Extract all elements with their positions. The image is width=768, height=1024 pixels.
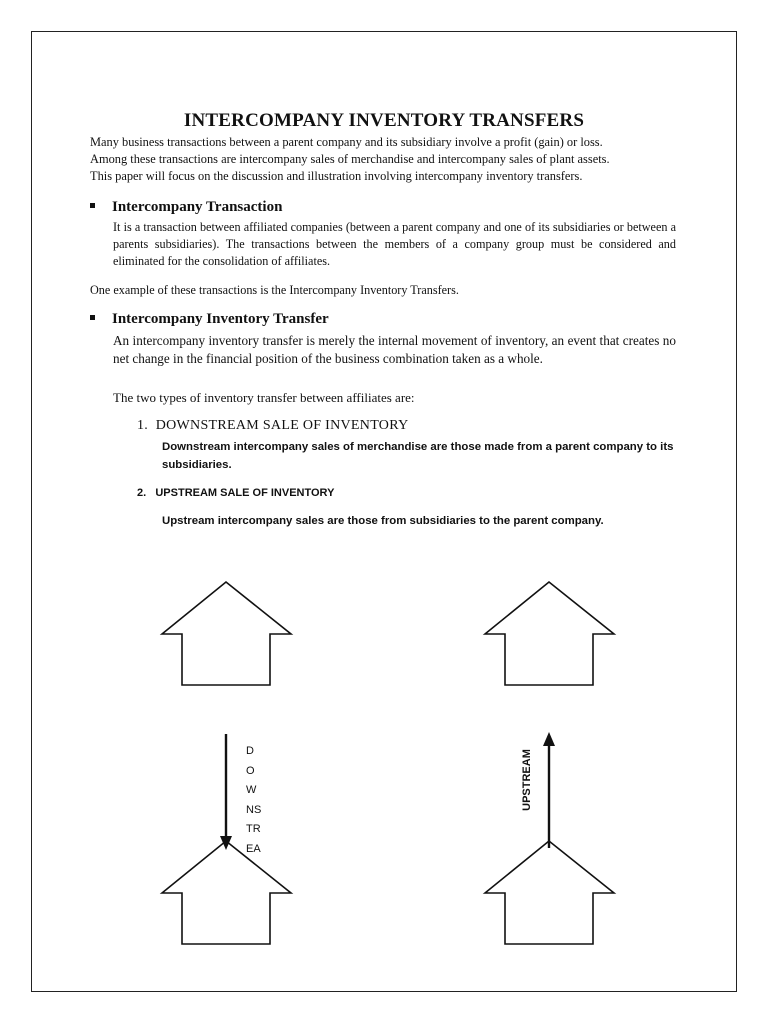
upstream-vertical-label: UPSTREAM [521, 749, 533, 811]
type1-desc: Downstream intercompany sales of merchandise are those made from a parent company to its subsidiaries. [162, 441, 674, 471]
parent-house-right-icon [485, 582, 614, 685]
section1-body: It is a transaction between affiliated companies (between a parent company and one of its subsidiaries or between a parents subsidiaries). The transactions between the members of a company group must be considered and eliminated for the consolidation of affiliates. [113, 220, 676, 268]
parent-house-left-icon [162, 582, 291, 685]
subsidiary-house-left-icon [162, 841, 291, 944]
section1-heading-text: Intercompany Transaction [112, 199, 283, 215]
downstream-letter: NS [246, 803, 262, 816]
example-line: One example of these transactions is the Intercompany Inventory Transfers. [90, 283, 459, 297]
type2-desc: Upstream intercompany sales are those from subsidiaries to the parent company. [162, 515, 604, 527]
type1-title: DOWNSTREAM SALE OF INVENTORY [155, 418, 409, 433]
intro-line-1: Many business transactions between a parent company and its subsidiary involve a profit (gain) or loss. [90, 135, 603, 149]
intro-line-2: Among these transactions are intercompany sales of merchandise and intercompany sales of plant assets. [90, 152, 610, 166]
type2-title: UPSTREAM SALE OF INVENTORY [155, 487, 335, 499]
downstream-letter: TR [246, 823, 261, 835]
section2-body: An intercompany inventory transfer is merely the internal movement of inventory, an event that creates no net change in the financial position of the business combination taken as a whole. [113, 333, 676, 366]
downstream-vertical-label [246, 742, 270, 855]
downstream-letter: D [246, 745, 254, 757]
type2-number: 2. [137, 487, 147, 499]
downstream-letter: W [246, 784, 257, 796]
upstream-arrowhead-icon [543, 732, 555, 746]
downstream-arrowhead-icon [220, 836, 232, 850]
downstream-letter: O [246, 764, 255, 777]
downstream-letter: EA [246, 842, 261, 855]
document-title: INTERCOMPANY INVENTORY TRANSFERS [183, 110, 585, 131]
subsidiary-house-right-icon [485, 841, 614, 944]
types-intro: The two types of inventory transfer between affiliates are: [113, 390, 415, 405]
type1-number: 1. [137, 418, 149, 433]
intro-line-3: This paper will focus on the discussion and illustration involving intercompany inventory transfers. [90, 169, 583, 183]
section2-heading-text: Intercompany Inventory Transfer [112, 311, 329, 327]
